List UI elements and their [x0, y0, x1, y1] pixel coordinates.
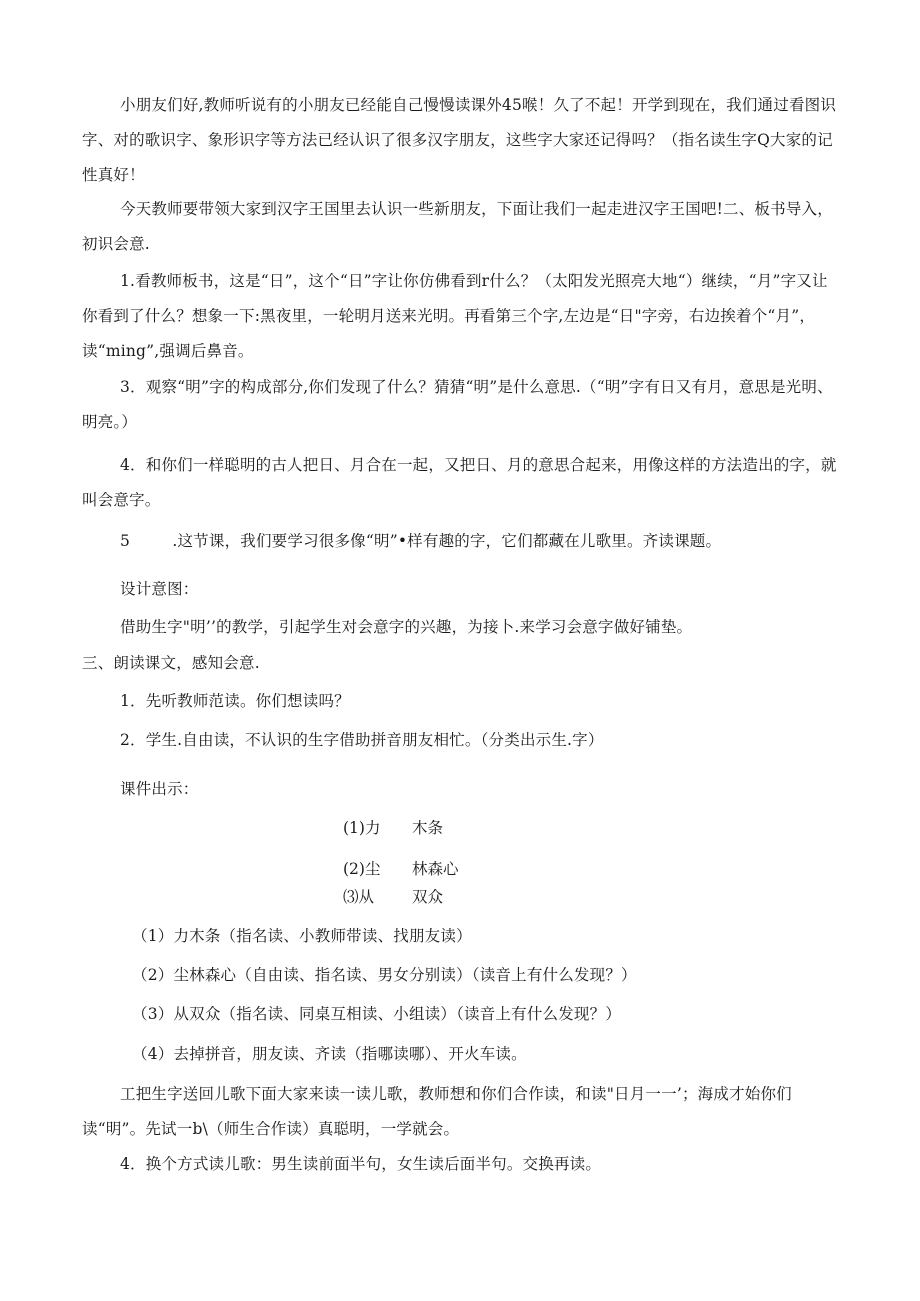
paragraph-greeting: 小朋友们好,教师听说有的小朋友已经能自己慢慢读课外45喉！久了不起！开学到现在，我们通过看图识字、对的歌识字、象形识字等方法已经认识了很多汉字朋友，这些字大家还记得吗？（指名读生字Q大家的记性真好！ [82, 96, 837, 184]
step-5-text: .这节课，我们要学习很多像“明”•样有趣的字，它们都藏在儿歌里。齐读课题。 [172, 532, 722, 550]
paragraph-children-song: 工把生字送回儿歌下面大家来读一读儿歌，教师想和你们合作读，和读"日月一一’；海成才始你们读“明”。先试一b\（师生合作读）真聪明，一学就会。 [82, 1085, 792, 1138]
paragraph-step-5 [120, 530, 721, 552]
paragraph-step-4: 4．和你们一样聪明的古人把日、月合在一起，又把日、月的意思合起来，用像这样的方法造出的字，就叫会意字。 [82, 456, 837, 509]
design-intent-text: 借助生字"明’’的教学，引起学生对会意字的兴趣，为接卜.来学习会意字做好铺垫。 [120, 618, 693, 636]
reading-item-2: （2）尘林森心（自由读、指名读、男女分别读）（读音上有什么发现？） [132, 966, 637, 984]
design-intent-label: 设计意图： [120, 580, 199, 598]
courseware-item-1-num: (1)力 [343, 819, 381, 837]
courseware-item-3-num: ⑶从 [343, 888, 375, 906]
step-5-number: 5 [120, 532, 131, 550]
reading-item-4: （4）去掉拼音，朋友读、齐读（指哪读哪）、开火车读。 [132, 1045, 527, 1063]
courseware-item-2-chars: 林森心 [412, 860, 459, 878]
courseware-item-3-chars: 双众 [412, 888, 444, 906]
section-3-item-1: 1．先听教师范读。你们想读吗？ [120, 692, 350, 710]
paragraph-step-3: 3．观察“明”字的构成部分,你们发现了什么？猜猜“明”是什么意思.（“明”字有日又有月，意思是光明、明亮。） [82, 378, 833, 431]
section-heading-3: 三、朗读课文，感知会意. [82, 654, 260, 672]
courseware-label: 课件出示： [120, 780, 199, 798]
reading-item-3: （3）从双众（指名读、同桌互相读、小组读）（读音上有什么发现？） [132, 1005, 622, 1023]
section-3-item-2: 2．学生.自由读，不认识的生字借助拼音朋友相忙。（分类出示生.字） [120, 731, 604, 749]
courseware-item-1-chars: 木条 [412, 819, 444, 837]
paragraph-step-1: 1.看教师板书，这是“日”，这个“日”字让你仿佛看到r什么？（太阳发光照亮大地“）继续，“月”字又让你看到了什么？想象一下:黑夜里，一轮明月送来光明。再看第三个字,左边是“日"字旁，右边挨着个“月”，读“ming”,强调后鼻音。 [82, 272, 828, 360]
paragraph-step-4b: 4．换个方式读儿歌：男生读前面半句，女生读后面半句。交换再读。 [120, 1155, 602, 1173]
reading-item-1: （1）力木条（指名读、小教师带读、找朋友读） [132, 927, 472, 945]
paragraph-intro: 今天教师要带领大家到汉字王国里去认识一些新朋友，下面让我们一起走进汉字王国吧!二、板书导入，初识会意. [82, 200, 833, 253]
courseware-item-2-num: (2)尘 [343, 860, 381, 878]
